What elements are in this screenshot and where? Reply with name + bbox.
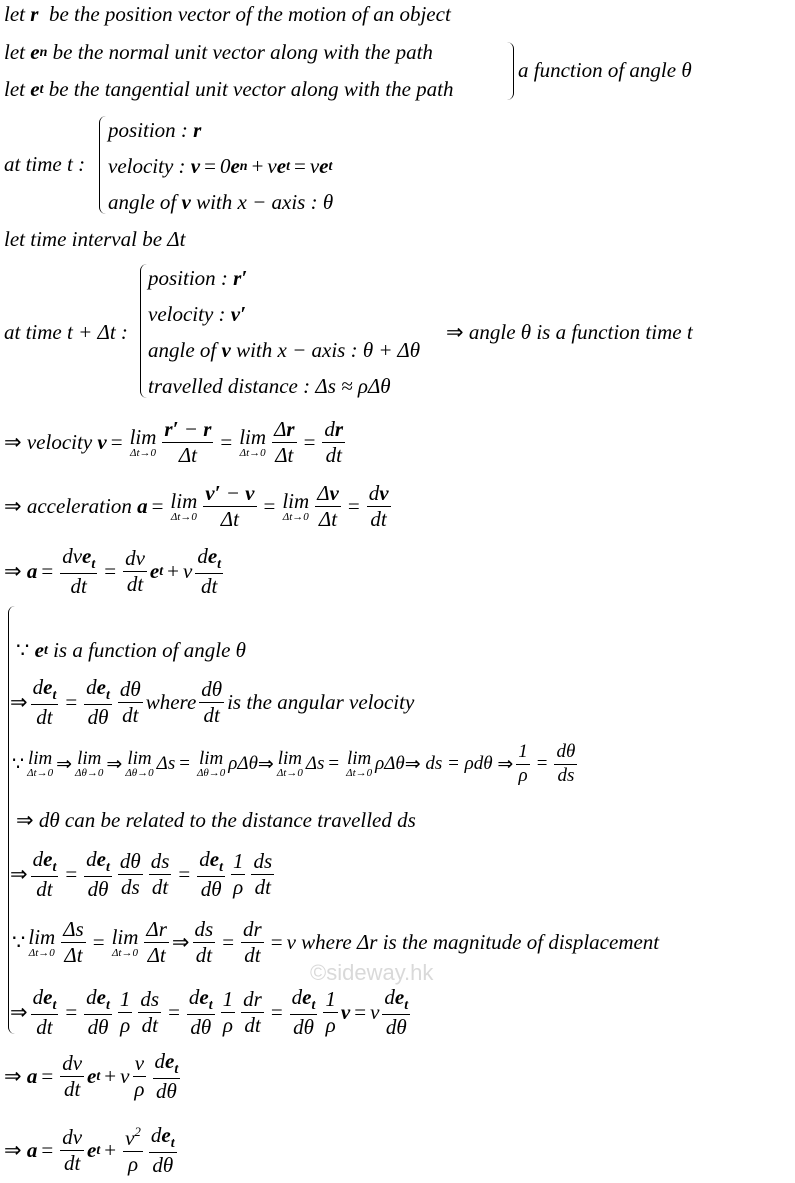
derivation-line-6: ∵ lim Δt→0 $\frac{\Delta s}{\Delta t}$ = lim Δt→0 $\frac{\Delta r}{\Delta t}$ ⇒ $\frac{ds}{dt}$ = $\frac{dr}{dt}$ = v where Δr is the magnitude of displacement (12, 917, 660, 968)
right-brace (507, 42, 514, 100)
at-time-t-plus-dt-label: at time t + Δt : (4, 320, 128, 344)
line-position-vector: let r be the position vector of the motion of an object (4, 2, 451, 26)
derivation-line-7: ⇒ $\frac{de_t}{dt}$ = $\frac{de_t}{d\theta}$ $\frac{1}{\rho}$ $\frac{ds}{dt}$ = $\frac{de_t}{d\theta}$ $\frac{1}{\rho}$ $\frac{dr}{dt}$ = $\frac{de_t}{d\theta}$ $\frac{1}{\rho}$ v = v $\frac{de_t}{d\theta}$ (10, 985, 409, 1040)
tdt-velocity: velocity : v′ (148, 302, 247, 326)
acceleration-result-1: ⇒ a = $\frac{dv}{dt}$ e t + v $\frac{v}{\rho}$ $\frac{de_t}{d\theta}$ (4, 1049, 179, 1104)
tdt-distance: travelled distance : Δs ≈ ρΔθ (148, 374, 391, 398)
time-t-angle: angle of v with x − axis : θ (108, 190, 334, 214)
acceleration-limit-equation: ⇒ acceleration a = lim Δt→0 $\frac{v' - v}{\Delta t}$ = lim Δt→0 $\frac{\Delta v}{\Delta t}$ = $\frac{dv}{dt}$ (4, 481, 389, 532)
at-time-t-label: at time t : (4, 152, 86, 176)
derivation-line-1: ∵ e t is a function of angle θ (16, 638, 246, 662)
acceleration-product-rule: ⇒ a = $\frac{dve_t}{dt}$ = $\frac{dv}{dt}$ e t + v $\frac{de_t}{dt}$ (4, 544, 222, 599)
acceleration-result-2: ⇒ a = $\frac{dv}{dt}$ e t + $\frac{v^2}{\rho}$ $\frac{de_t}{d\theta}$ (4, 1123, 175, 1178)
line-normal-unit-vector: let e n be the normal unit vector along with the path (4, 40, 433, 64)
derivation-line-4: ⇒ dθ can be related to the distance travelled ds (16, 808, 416, 832)
time-interval-line: let time interval be Δt (4, 227, 186, 251)
tdt-right-conclusion: ⇒ angle θ is a function time t (446, 320, 693, 344)
derivation-brace (8, 606, 15, 1034)
function-of-angle-label: a function of angle θ (518, 58, 692, 82)
left-brace-time-t-dt (140, 264, 147, 398)
line-tangential-unit-vector: let e t be the tangential unit vector along with the path (4, 77, 454, 101)
derivation-line-2: ⇒ $\frac{de_t}{dt}$ = $\frac{de_t}{d\theta}$ $\frac{d\theta}{dt}$ where $\frac{d\theta}{dt}$ is the angular velocity (10, 675, 415, 730)
tdt-angle: angle of v with x − axis : θ + Δθ (148, 338, 421, 362)
time-t-position: position : r (108, 118, 202, 142)
velocity-limit-equation: ⇒ velocity v = lim Δt→0 $\frac{r' - r}{\Delta t}$ = lim Δt→0 $\frac{\Delta r}{\Delta t}$ = $\frac{dr}{dt}$ (4, 417, 344, 468)
watermark: ©sideway.hk (310, 960, 434, 985)
tdt-position: position : r′ (148, 266, 248, 290)
derivation-line-3: ∵ lim Δt→0 ⇒ lim Δθ→0 ⇒ lim Δθ→0 Δs = lim Δθ→0 ρΔθ ⇒ lim Δt→0 Δs = lim Δt→0 ρΔθ ⇒ ds = ρdθ ⇒ $\frac{1}{\rho}$ = $\frac{d\theta}{ds}$ (12, 741, 576, 786)
derivation-line-5: ⇒ $\frac{de_t}{dt}$ = $\frac{de_t}{d\theta}$ $\frac{d\theta}{ds}$ $\frac{ds}{dt}$ = $\frac{de_t}{d\theta}$ $\frac{1}{\rho}$ $\frac{ds}{dt}$ (10, 847, 273, 902)
time-t-velocity: velocity : v = 0 e n + v e t = v e t (108, 154, 333, 178)
left-brace-time-t (99, 116, 106, 214)
